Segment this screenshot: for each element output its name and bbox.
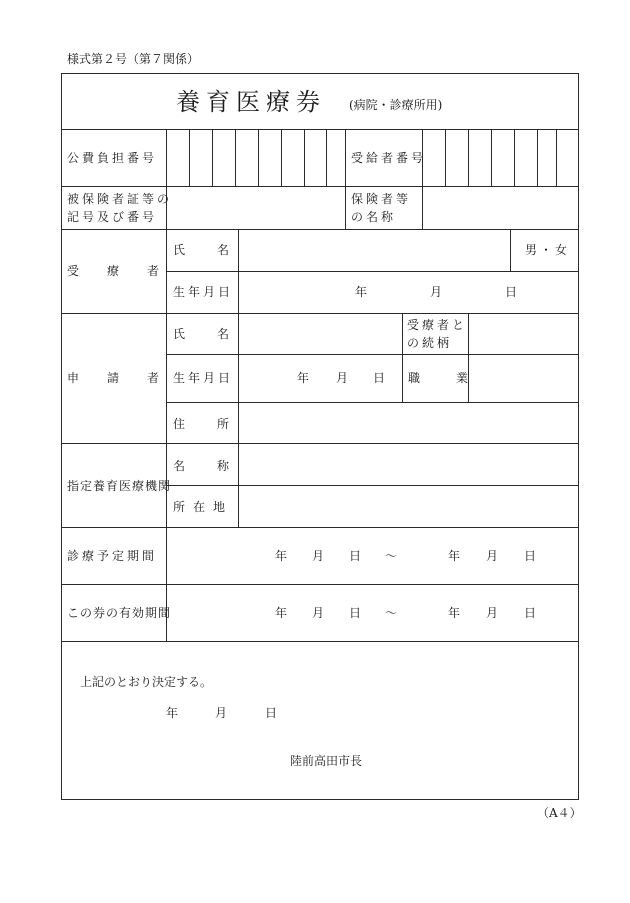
patient-dob-day: 日 [505,285,518,299]
label-treatment-period: 診療予定期間 [67,549,158,563]
form-frame [61,73,579,800]
hline [61,186,579,187]
vline [445,129,446,186]
form-number: 様式第２号（第７関係） [67,52,200,66]
label-patient-name: 氏 名 [173,243,240,257]
treatment-from-day: 日 [349,549,362,563]
label-insured-cert-2: 記号及び番号 [67,210,158,224]
vline [468,129,469,186]
label-recipient-number: 受給者番号 [351,151,427,165]
label-insured-cert-1: 被保険者証等の [67,192,173,206]
vline [556,129,557,186]
hline [166,402,579,403]
decision-day: 日 [265,706,278,720]
hline [166,485,579,486]
treatment-to-month: 月 [486,549,499,563]
vline [166,229,167,641]
label-relation-1: 受療者と [407,318,468,332]
hline [61,527,579,528]
applicant-dob-day: 日 [373,371,386,385]
label-insurer-2: の名称 [351,210,397,224]
hline [166,271,579,272]
label-gender: 男・女 [525,243,571,257]
hline [61,641,579,642]
valid-tilde: ～ [385,606,398,620]
label-public-payer-number: 公費負担番号 [67,151,158,165]
hline [61,129,579,130]
vline [537,129,538,186]
form-title-sub: (病院・診療所用) [349,98,443,112]
vline [345,129,346,229]
label-patient: 受 療 者 [67,264,168,278]
vline [326,129,327,186]
vline [166,129,167,186]
valid-from-day: 日 [349,606,362,620]
vline [212,129,213,186]
valid-to-day: 日 [524,606,537,620]
issuer-name: 陸前高田市長 [290,754,363,768]
valid-to-month: 月 [486,606,499,620]
vline [422,129,423,229]
label-occupation: 職 業 [408,371,481,385]
patient-dob-month: 月 [430,285,443,299]
valid-to-year: 年 [448,606,461,620]
label-insurer-1: 保険者等 [351,192,412,206]
treatment-tilde: ～ [385,549,398,563]
vline [304,129,305,186]
treatment-from-year: 年 [275,549,288,563]
label-applicant: 申 請 者 [67,371,168,385]
vline [238,229,239,527]
label-inst-name: 名 称 [173,459,240,473]
patient-dob-year: 年 [355,285,368,299]
vline [510,229,511,271]
treatment-from-month: 月 [312,549,325,563]
label-applicant-dob: 生年月日 [173,371,234,385]
paper-size: （A４） [537,806,582,820]
hline [61,443,579,444]
vline [514,129,515,186]
label-patient-dob: 生年月日 [173,285,234,299]
form-title: 養育医療券 [176,88,326,116]
hline [166,354,579,355]
vline [491,129,492,186]
label-address: 住 所 [173,417,240,431]
valid-from-month: 月 [312,606,325,620]
applicant-dob-month: 月 [336,371,349,385]
vline [235,129,236,186]
hline [61,584,579,585]
decision-text: 上記のとおり決定する。 [80,675,213,689]
treatment-to-day: 日 [524,549,537,563]
hline [61,313,579,314]
vline [281,129,282,186]
vline [402,313,403,402]
label-institution: 指定養育医療機関 [67,479,172,493]
decision-year: 年 [166,706,179,720]
label-valid-period: この券の有効期間 [67,606,172,620]
valid-from-year: 年 [275,606,288,620]
treatment-to-year: 年 [448,549,461,563]
vline [468,313,469,402]
applicant-dob-year: 年 [297,371,310,385]
hline [61,229,579,230]
label-inst-location: 所在地 [173,500,234,514]
label-applicant-name: 氏 名 [173,327,240,341]
decision-month: 月 [215,706,228,720]
label-relation-2: の続柄 [407,336,453,350]
vline [258,129,259,186]
vline [189,129,190,186]
